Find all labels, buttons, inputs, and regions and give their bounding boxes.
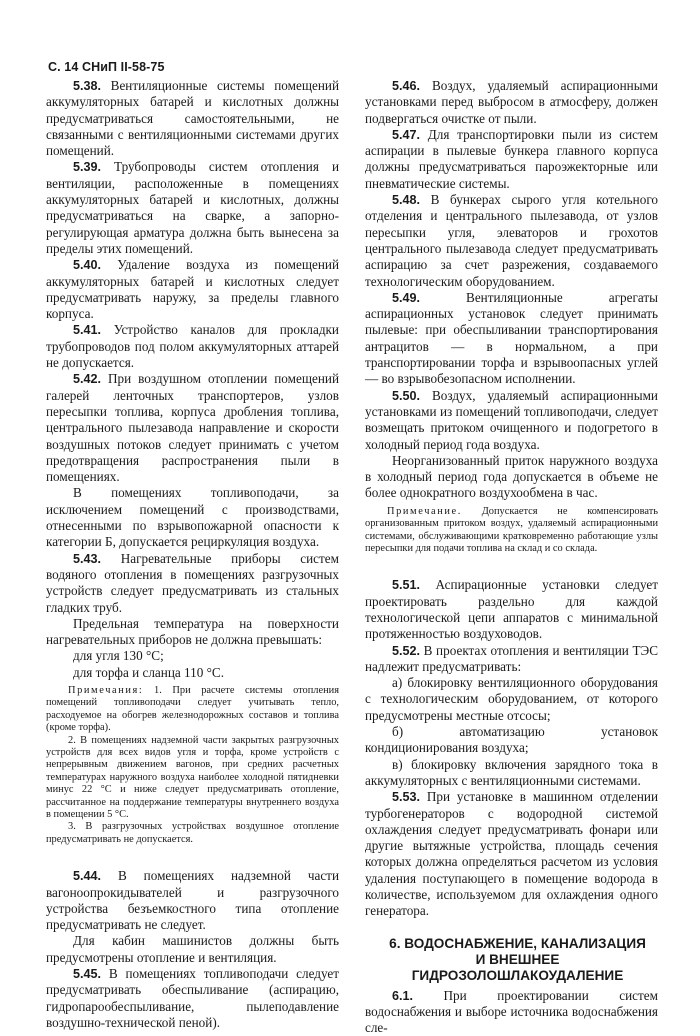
paragraph-5-41: 5.41. Устройство каналов для прокладки трубопроводов под полом аккумуляторных аттарей не допускается. bbox=[46, 322, 339, 371]
paragraph-5-38: 5.38. Вентиляционные системы помещений аккумуляторных батарей и кислотных должны предусматриваться самостоятельными, не связанными с вентиляционными системами других помещений. bbox=[46, 78, 340, 159]
paragraph-6-1: 6.1. При проектировании систем водоснабжения и выборе источника водоснабжения сле- bbox=[365, 987, 658, 1036]
section-title-line-2: И ВНЕШНЕЕ bbox=[475, 951, 560, 967]
right-column bbox=[365, 78, 658, 1036]
list-item-c: в) блокировку включения зарядного тока в аккумуляторных с вентиляционными системами. bbox=[365, 756, 658, 788]
paragraph-5-51: 5.51. Аспирационные установки следует проектировать раздельно для каждой технологической цепи аппаратов с минимальной протяженностью воздуховодов. bbox=[365, 577, 658, 642]
section-6-title bbox=[365, 936, 658, 984]
paragraph-max-temperature: Предельная температура на поверхности нагревательных приборов не должна превышать: bbox=[46, 615, 339, 648]
paragraph-5-52: 5.52. В проектах отопления и вентиляции ТЭС надлежит предусматривать: bbox=[365, 642, 659, 674]
paragraph-recirculation: В помещениях топливоподачи, за исключением помещений с производствами, отнесенными по взрывопожарной опасности к категории Б, допускается рециркуляция воздуха. bbox=[46, 485, 339, 550]
paragraph-5-40: 5.40. Удаление воздуха из помещений аккумуляторных батарей и кислотных следует предусматривать наружу, за пределы главного корпуса. bbox=[46, 257, 340, 322]
paragraph-5-39: 5.39. Трубопроводы систем отопления и вентиляции, расположенные в помещениях аккумуляторных батарей и кислотных, должны предусматриваться на сварке, а запорно-регулирующая арматура должна быть вынесена за пределы этих помещений. bbox=[46, 159, 339, 256]
paragraph-5-43: 5.43. Нагревательные приборы систем водяного отопления в помещениях разгрузочных устройств следует предусматривать из стальных гладких труб. bbox=[46, 550, 339, 615]
paragraph-5-46: 5.46. Воздух, удаляемый аспирационными установками перед выбросом в атмосферу, должен подвергаться очистке от пыли. bbox=[365, 78, 658, 126]
note-right: Примечание. Допускается не компенсировать организованным притоком воздух, удаляемый аспирационными системами, обслуживающими кратковременно работающие узлы пересыпки для подачи топлива на склад и со склада. bbox=[365, 505, 658, 554]
paragraph-unorganized-inflow: Неорганизованный приток наружного воздуха в холодный период года допускается в объеме не более однократного воздухообмена в час. bbox=[365, 452, 658, 501]
section-title-line-1: 6. ВОДОСНАБЖЕНИЕ, КАНАЛИЗАЦИЯ bbox=[389, 935, 646, 951]
paragraph-5-42: 5.42. При воздушном отоплении помещений галерей ленточных транспортеров, узлов пересыпки топлива, корпуса дробления топлива, центрального пылезавода направление и скорости воздушных потоков следует принимать с учетом предотвращения распространения пыли в помещениях. bbox=[46, 371, 340, 485]
list-item-b: б) автоматизацию установок кондиционирования воздуха; bbox=[365, 724, 658, 756]
section-title-line-3: ГИДРОЗОЛОШЛАКОУДАЛЕНИЕ bbox=[411, 967, 624, 983]
note-2: 2. В помещениях надземной части закрытых разгрузочных устройств для всех видов угля и торфа, кроме устройств с непрерывным движением вагонов, при средних расчетных температурах наружного воздуха наиболее холодной пятидневки минус 22 °С и ниже следует предусматривать отопление, рассчитанное на поддержание температуры внутреннего воздуха в помещении 5 °С. bbox=[46, 734, 339, 821]
paragraph-cabins: Для кабин машинистов должны быть предусмотрены отопление и вентиляция. bbox=[46, 933, 339, 965]
temp-item-coal: для угля 130 °С; bbox=[73, 648, 164, 664]
paragraph-5-53: 5.53. При установке в машинном отделении турбогенераторов с водородной системой охлаждения следует предусматривать фонари или другие вытяжные устройства, площадь сечения которых должна определяться расчетом из условия удаления поступающего в помещение водорода в количестве, используемом для охлаждения одного генератора. bbox=[365, 789, 658, 919]
paragraph-5-44: 5.44. В помещениях надземной части вагоноопрокидывателей и разгрузочного устройства безъемкостного типа отопление предусматривать не следует. bbox=[46, 868, 339, 933]
page-header: С. 14 СНиП II-58-75 bbox=[48, 60, 165, 74]
temp-item-peat: для торфа и сланца 110 °С. bbox=[73, 664, 224, 680]
paragraph-5-45: 5.45. В помещениях топливоподачи следует предусматривать обеспыливание (аспирацию, гидропарообеспыливание, пылеподавление воздушно-технической пеной). bbox=[46, 966, 340, 1030]
note-1: Примечания: 1. При расчете системы отопления помещений топливоподачи следует учитывать тепло, расходуемое на обогрев железнодорожных составов и топлива (кроме торфа). bbox=[46, 684, 339, 734]
paragraph-5-47: 5.47. Для транспортировки пыли из систем аспирации в пылевые бункера главного корпуса должны предусматриваться пароэжекторные или пневматические системы. bbox=[365, 126, 658, 191]
left-column bbox=[46, 78, 339, 1031]
paragraph-5-49: 5.49. Вентиляционные агрегаты аспирационных установок следует принимать пылевые: при обеспыливании транспортирования антрацитов — в нормальном, а при транспортировании торфа и взрывоопасных углей — во взрывобезопасном исполнении. bbox=[365, 289, 659, 387]
paragraph-5-50: 5.50. Воздух, удаляемый аспирационными установками из помещений топливоподачи, следует возмещать притоком очищенного и подогретого в холодный период года воздуха. bbox=[365, 387, 658, 452]
list-item-a: а) блокировку вентиляционного оборудования с технологическим оборудованием, от которого предусмотрены местные отсосы; bbox=[365, 675, 658, 723]
paragraph-5-48: 5.48. В бункерах сырого угля котельного отделения и центрального пылезавода, от узлов пересыпки угля, элеваторов и грохотов центрального пылезавода следует предусматривать аспирацию за счет разрежения, создаваемого технологическим оборудованием. bbox=[365, 192, 659, 289]
note-3: 3. В разгрузочных устройствах воздушное отопление предусматривать не допускается. bbox=[46, 821, 339, 845]
